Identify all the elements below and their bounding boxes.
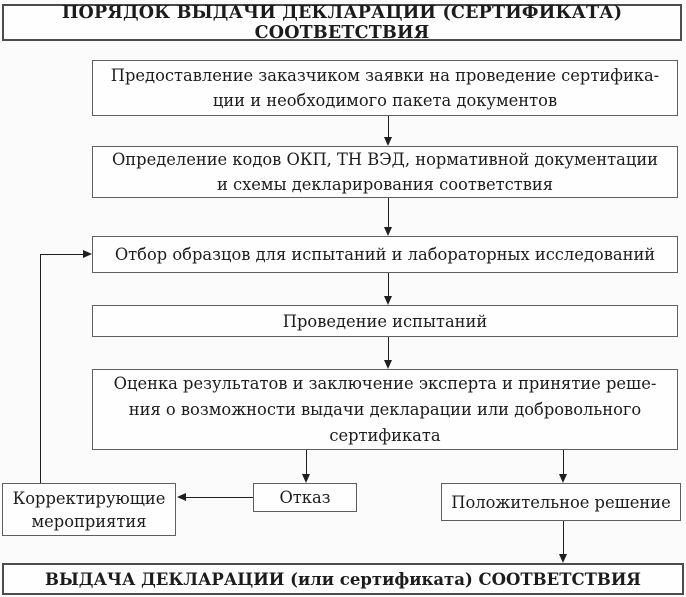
step-label: ния о возможности выдачи декларации или добровольного — [128, 399, 642, 419]
connector-request-codes — [388, 116, 389, 137]
step-label: сертификата — [329, 425, 441, 445]
arrow-right-icon — [83, 250, 92, 258]
step-box-codes — [92, 146, 678, 198]
step-label: Оценка результатов и заключение эксперта и принятие реше- — [113, 373, 657, 393]
step-label: мероприятия — [31, 511, 147, 531]
connector-codes-sampling — [388, 198, 389, 227]
step-label: ции и необходимого пакета документов — [212, 91, 558, 110]
arrow-down-icon — [384, 227, 392, 236]
arrow-down-icon — [559, 554, 567, 563]
step-label: Положительное решение — [451, 492, 671, 512]
step-label: Определение кодов ОКП, ТН ВЭД, нормативной документации — [111, 150, 659, 169]
step-label: Отказ — [279, 488, 331, 507]
connector-evaluation-positive — [563, 450, 564, 474]
issue-banner-box — [2, 563, 684, 595]
connector-testing-evaluation — [388, 337, 389, 360]
step-box-testing — [92, 305, 678, 337]
connector-feedback-vertical — [40, 254, 41, 483]
issue-banner-label: ВЫДАЧА ДЕКЛАРАЦИИ (или сертификата) СООТВЕТСТВИЯ — [45, 569, 641, 589]
connector-evaluation-refusal — [306, 450, 307, 474]
step-box-positive-decision — [441, 483, 681, 521]
step-box-evaluation — [92, 369, 678, 450]
step-label: Отбор образцов для испытаний и лабораторных исследований — [114, 245, 656, 264]
connector-positive-issue — [563, 521, 564, 554]
connector-refusal-corrective — [186, 497, 253, 498]
step-box-corrective-actions — [2, 483, 176, 536]
arrow-left-icon — [177, 493, 186, 501]
arrow-down-icon — [559, 474, 567, 483]
diagram-title: ПОРЯДОК ВЫДАЧИ ДЕКЛАРАЦИИ (СЕРТИФИКАТА) СООТВЕТСТВИЯ — [61, 2, 623, 43]
diagram-title-box — [2, 4, 682, 41]
connector-feedback-horizontal — [40, 254, 83, 255]
arrow-down-icon — [384, 360, 392, 369]
step-label: Предоставление заказчиком заявки на проведение сертифика- — [110, 66, 660, 85]
arrow-down-icon — [384, 296, 392, 305]
step-box-sampling — [92, 236, 678, 273]
step-box-request — [92, 60, 678, 116]
step-label: Корректирующие — [12, 488, 166, 508]
step-label: и схемы декларирования соответствия — [216, 175, 554, 194]
connector-sampling-testing — [388, 273, 389, 296]
step-box-refusal — [253, 483, 357, 512]
step-label: Проведение испытаний — [282, 311, 488, 331]
arrow-down-icon — [302, 474, 310, 483]
arrow-down-icon — [384, 137, 392, 146]
